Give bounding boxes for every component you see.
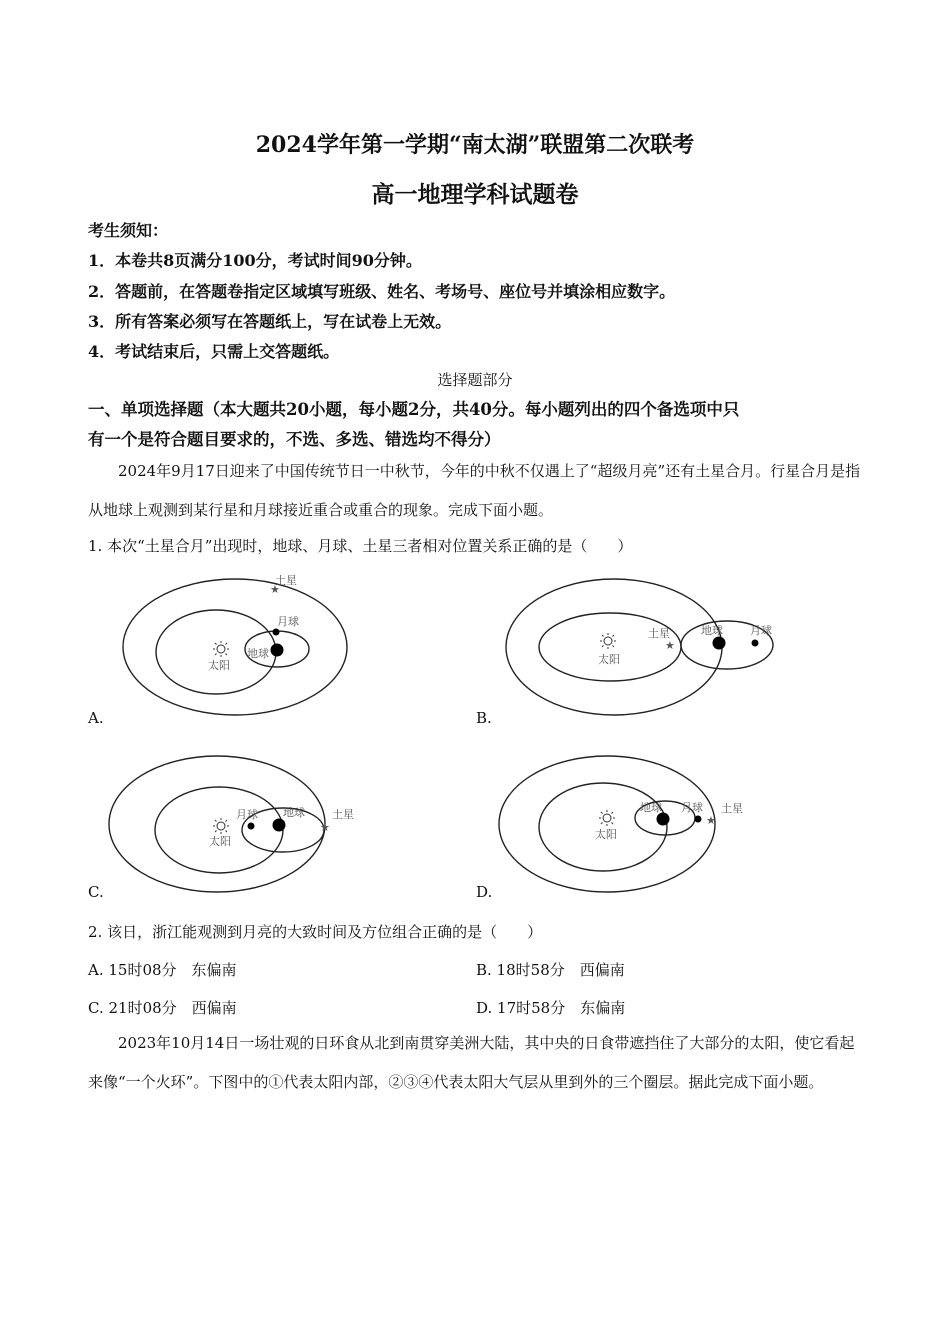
earth-label: 地球 [701, 624, 723, 637]
saturn-star-icon: ★ [320, 821, 330, 834]
notice-heading: 考生须知： [88, 221, 169, 240]
sun-icon [213, 818, 229, 834]
passage-1: 2024年9月17日迎来了中国传统节日一中秋节，今年的中秋不仅遇上了“超级月亮”还有土星合月。行星合月是指从地球上观测到某行星和月球接近重合或重合的现象。完成下面小题。 [88, 462, 861, 519]
saturn-star-icon: ★ [270, 583, 280, 596]
earth-dot [713, 637, 726, 650]
passage-2: 2023年10月14日一场壮观的日环食从北到南贯穿美洲大陆，其中央的日食带遮挡住了大部分的太阳，使它看起来像“一个火环”。下图中的①代表太阳内部，②③④代表太阳大气层从里到外的三个圈层。据此完成下面小题。 [88, 1034, 855, 1091]
section-name: 选择题部分 [437, 371, 513, 389]
moon-label: 月球 [236, 808, 258, 821]
option-a-label[interactable]: A. [88, 709, 104, 727]
moon-label: 月球 [277, 615, 299, 628]
orbit-diagram-a [110, 572, 370, 722]
orbit-diagram-d [495, 750, 765, 900]
notice-item: 4．考试结束后，只需上交答题纸。 [88, 342, 340, 361]
moon-dot [752, 640, 759, 647]
orbit-diagram-c [105, 750, 365, 900]
saturn-label: 土星 [721, 802, 743, 815]
earth-label: 地球 [247, 647, 269, 660]
question-1-stem: 1. 本次“土星合月”出现时，地球、月球、土星三者相对位置关系正确的是（ ） [88, 537, 633, 555]
earth-label: 地球 [640, 801, 662, 814]
sun-icon [213, 641, 229, 657]
option-c-label[interactable]: C. [88, 883, 104, 901]
sun-label: 太阳 [209, 835, 231, 848]
section-instruction-cont: 有一个是符合题目要求的，不选、多选、错选均不得分） [88, 430, 501, 449]
notice-item: 3．所有答案必须写在答题纸上，写在试卷上无效。 [88, 312, 452, 331]
saturn-star-icon: ★ [665, 639, 675, 652]
notice-item: 2．答题前，在答题卷指定区域填写班级、姓名、考场号、座位号并填涂相应数字。 [88, 282, 676, 301]
section-instruction: 一、单项选择题（本大题共20小题，每小题2分，共40分。每小题列出的四个备选项中只 [88, 400, 740, 419]
sun-icon [600, 633, 616, 649]
moon-dot [248, 823, 255, 830]
moon-dot [695, 816, 702, 823]
exam-subtitle: 高一地理学科试题卷 [371, 181, 579, 208]
sun-icon [599, 810, 615, 826]
notice-item: 1．本卷共8页满分100分，考试时间90分钟。 [88, 251, 422, 270]
moon-dot [273, 629, 280, 636]
earth-dot [273, 819, 286, 832]
sun-label: 太阳 [208, 659, 230, 672]
q2-option-d[interactable]: D. 17时58分 东偏南 [476, 999, 626, 1017]
q2-option-a[interactable]: A. 15时08分 东偏南 [88, 961, 237, 979]
moon-label: 月球 [681, 801, 703, 814]
sun-label: 太阳 [598, 653, 620, 666]
saturn-label: 土星 [275, 574, 297, 587]
earth-dot [271, 644, 284, 657]
saturn-label: 土星 [332, 808, 354, 821]
q2-option-b[interactable]: B. 18时58分 西偏南 [476, 961, 625, 979]
option-b-label[interactable]: B. [476, 709, 492, 727]
sun-label: 太阳 [595, 828, 617, 841]
earth-label: 地球 [283, 806, 305, 819]
orbit-diagram-b [502, 573, 792, 723]
q2-option-c[interactable]: C. 21时08分 西偏南 [88, 999, 237, 1017]
question-2-stem: 2. 该日，浙江能观测到月亮的大致时间及方位组合正确的是（ ） [88, 923, 543, 941]
saturn-label: 土星 [648, 627, 670, 640]
exam-title: 2024学年第一学期“南太湖”联盟第二次联考 [255, 132, 695, 158]
moon-label: 月球 [750, 624, 772, 637]
option-d-label[interactable]: D. [476, 883, 493, 901]
saturn-star-icon: ★ [706, 814, 716, 827]
earth-dot [657, 813, 670, 826]
